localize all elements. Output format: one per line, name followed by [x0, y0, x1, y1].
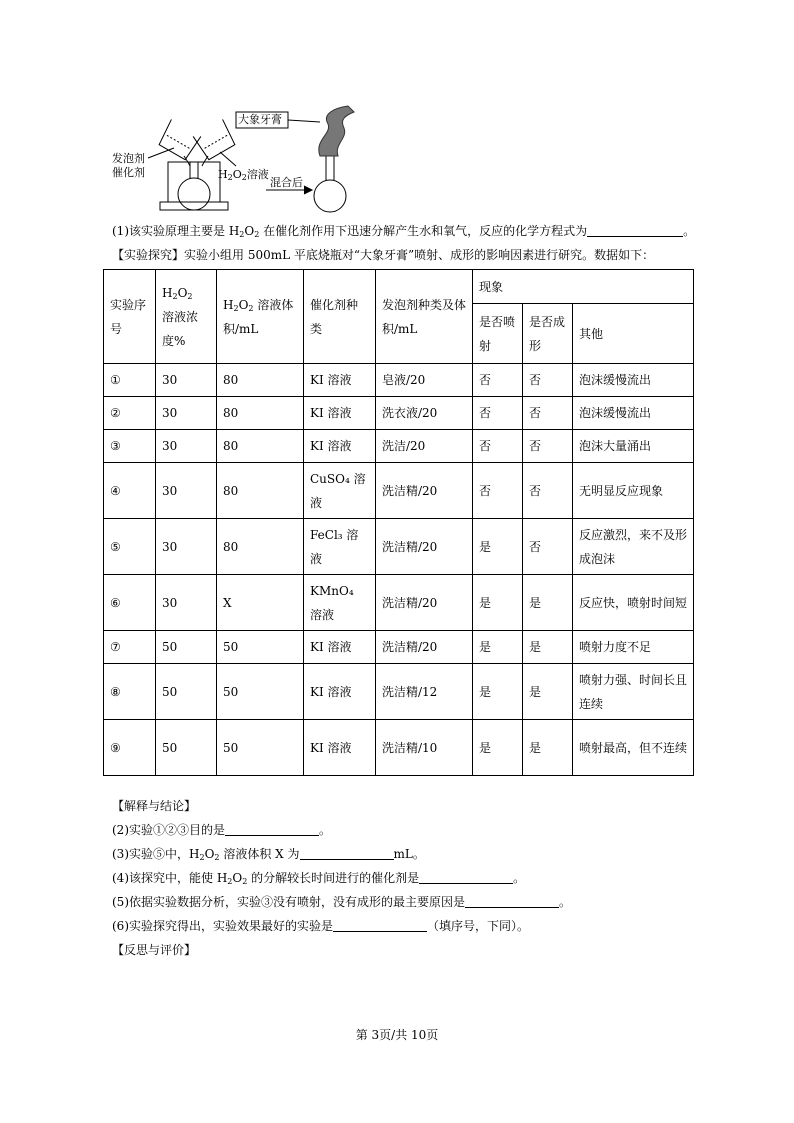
- cell-shape: 否: [523, 397, 573, 430]
- cell-conc: 50: [156, 664, 217, 720]
- table-row: [104, 364, 694, 397]
- cell-foam: 洗洁精/20: [376, 575, 473, 631]
- cell-cat: KI 溶液: [304, 631, 376, 664]
- cell-shape: 是: [523, 631, 573, 664]
- cell-other: 反应快，喷射时间短: [573, 575, 694, 631]
- cell-shape: 是: [523, 575, 573, 631]
- cell-foam: 洗洁/20: [376, 430, 473, 463]
- table-row: [104, 631, 694, 664]
- cell-shape: 否: [523, 364, 573, 397]
- cell-other: 喷射力强、时间长且连续: [573, 664, 694, 720]
- cell-vol: 50: [217, 720, 304, 776]
- cell-vol: X: [217, 575, 304, 631]
- header-foam: 发泡剂种类及体积/mL: [376, 270, 473, 364]
- cell-cat: KI 溶液: [304, 430, 376, 463]
- cell-foam: 皂液/20: [376, 364, 473, 397]
- question-2: (2)实验①②③目的是 。: [112, 823, 332, 837]
- header-conc: $H_2O_2$ 溶液浓度%: [156, 270, 217, 364]
- section-explore: 【实验探究】实验小组用 500mL 平底烧瓶对“大象牙膏”喷射、成形的影响因素进行研究。数据如下：: [112, 248, 655, 262]
- cell-vol: 50: [217, 664, 304, 720]
- cell-conc: 30: [156, 519, 217, 575]
- cell-foam: 洗洁精/10: [376, 720, 473, 776]
- experiment-table: [103, 269, 694, 776]
- cell-cat: KMnO₄ 溶液: [304, 575, 376, 631]
- table-row: [104, 519, 694, 575]
- answer-blank-4[interactable]: [419, 871, 513, 884]
- table-row: [104, 720, 694, 776]
- table-row: [104, 664, 694, 720]
- cell-spray: 否: [473, 463, 523, 519]
- apparatus-figure: [108, 104, 368, 216]
- cell-foam: 洗洁精/20: [376, 463, 473, 519]
- cell-cat: KI 溶液: [304, 664, 376, 720]
- cell-shape: 否: [523, 463, 573, 519]
- cell-vol: 80: [217, 519, 304, 575]
- cell-conc: 30: [156, 397, 217, 430]
- cell-vol: 80: [217, 364, 304, 397]
- cell-spray: 是: [473, 720, 523, 776]
- cell-other: 泡沫大量涌出: [573, 430, 694, 463]
- cell-other: 喷射最高，但不连续: [573, 720, 694, 776]
- cell-no: ⑦: [104, 631, 156, 664]
- question-5: (5)依据实验数据分析，实验③没有喷射，没有成形的最主要原因是 。: [112, 895, 572, 909]
- cell-conc: 50: [156, 631, 217, 664]
- header-shape: 是否成形: [523, 304, 573, 364]
- cell-spray: 是: [473, 631, 523, 664]
- cell-other: 泡沫缓慢流出: [573, 364, 694, 397]
- cell-vol: 50: [217, 631, 304, 664]
- cell-no: ⑤: [104, 519, 156, 575]
- cell-cat: FeCl₃ 溶液: [304, 519, 376, 575]
- cell-foam: 洗洁精/12: [376, 664, 473, 720]
- table-row: [104, 463, 694, 519]
- cell-vol: 80: [217, 397, 304, 430]
- cell-spray: 否: [473, 364, 523, 397]
- toothpaste-label: 大象牙膏: [238, 113, 282, 126]
- foaming-agent-label: 发泡剂: [112, 152, 145, 165]
- cell-no: ④: [104, 463, 156, 519]
- header-other: 其他: [573, 304, 694, 364]
- question-4: (4)该探究中，能使 $H_2O_2$ 的分解较长时间进行的催化剂是 。: [112, 871, 526, 886]
- cell-conc: 30: [156, 575, 217, 631]
- cell-vol: 80: [217, 430, 304, 463]
- question-1: (1)该实验原理主要是 $H_2O_2$ 在催化剂作用下迅速分解产生水和氧气，反应的化学方程式为 。: [112, 224, 696, 239]
- cell-other: 泡沫缓慢流出: [573, 397, 694, 430]
- cell-no: ①: [104, 364, 156, 397]
- cell-cat: KI 溶液: [304, 397, 376, 430]
- cell-spray: 否: [473, 430, 523, 463]
- cell-other: 无明显反应现象: [573, 463, 694, 519]
- cell-foam: 洗衣液/20: [376, 397, 473, 430]
- answer-blank-1[interactable]: [587, 224, 683, 237]
- header-volume: $H_2O_2$ 溶液体积/mL: [217, 270, 304, 364]
- cell-cat: CuSO₄ 溶液: [304, 463, 376, 519]
- cell-conc: 30: [156, 364, 217, 397]
- cell-cat: KI 溶液: [304, 720, 376, 776]
- header-no: 实验序号: [104, 270, 156, 364]
- cell-shape: 是: [523, 664, 573, 720]
- cell-shape: 否: [523, 519, 573, 575]
- table-row: [104, 430, 694, 463]
- cell-vol: 80: [217, 463, 304, 519]
- table-row: [104, 575, 694, 631]
- header-spray: 是否喷射: [473, 304, 523, 364]
- question-3: (3)实验⑤中，$H_2O_2$ 溶液体积 X 为 mL。: [112, 847, 425, 862]
- cell-spray: 是: [473, 664, 523, 720]
- header-catalyst: 催化剂种类: [304, 270, 376, 364]
- cell-spray: 是: [473, 519, 523, 575]
- cell-conc: 30: [156, 463, 217, 519]
- cell-foam: 洗洁精/20: [376, 631, 473, 664]
- cell-shape: 否: [523, 430, 573, 463]
- cell-cat: KI 溶液: [304, 364, 376, 397]
- cell-other: 反应激烈，来不及形成泡沫: [573, 519, 694, 575]
- section-conclusion: 【解释与结论】: [112, 799, 197, 813]
- answer-blank-2[interactable]: [225, 823, 319, 836]
- cell-shape: 是: [523, 720, 573, 776]
- catalyst-label: 催化剂: [112, 166, 145, 179]
- cell-spray: 否: [473, 397, 523, 430]
- h2o2-solution-label: $H_2O_2$溶液: [218, 168, 269, 182]
- mixed-label: 混合后: [270, 176, 303, 189]
- answer-blank-6[interactable]: [333, 919, 427, 932]
- cell-foam: 洗洁精/20: [376, 519, 473, 575]
- answer-blank-3[interactable]: [300, 847, 394, 860]
- cell-no: ⑨: [104, 720, 156, 776]
- page-footer: 第 3页/共 10页: [355, 1028, 439, 1042]
- questions-block: [112, 794, 571, 962]
- cell-conc: 30: [156, 430, 217, 463]
- section-reflect: 【反思与评价】: [112, 943, 197, 957]
- cell-spray: 是: [473, 575, 523, 631]
- question-6: (6)实验探究得出，实验效果最好的实验是 （填序号，下同）。: [112, 919, 530, 933]
- answer-blank-5[interactable]: [465, 895, 559, 908]
- header-phenomenon: 现象: [473, 270, 694, 304]
- cell-other: 喷射力度不足: [573, 631, 694, 664]
- cell-no: ③: [104, 430, 156, 463]
- cell-no: ⑥: [104, 575, 156, 631]
- table-row: [104, 397, 694, 430]
- cell-no: ⑧: [104, 664, 156, 720]
- cell-no: ②: [104, 397, 156, 430]
- cell-conc: 50: [156, 720, 217, 776]
